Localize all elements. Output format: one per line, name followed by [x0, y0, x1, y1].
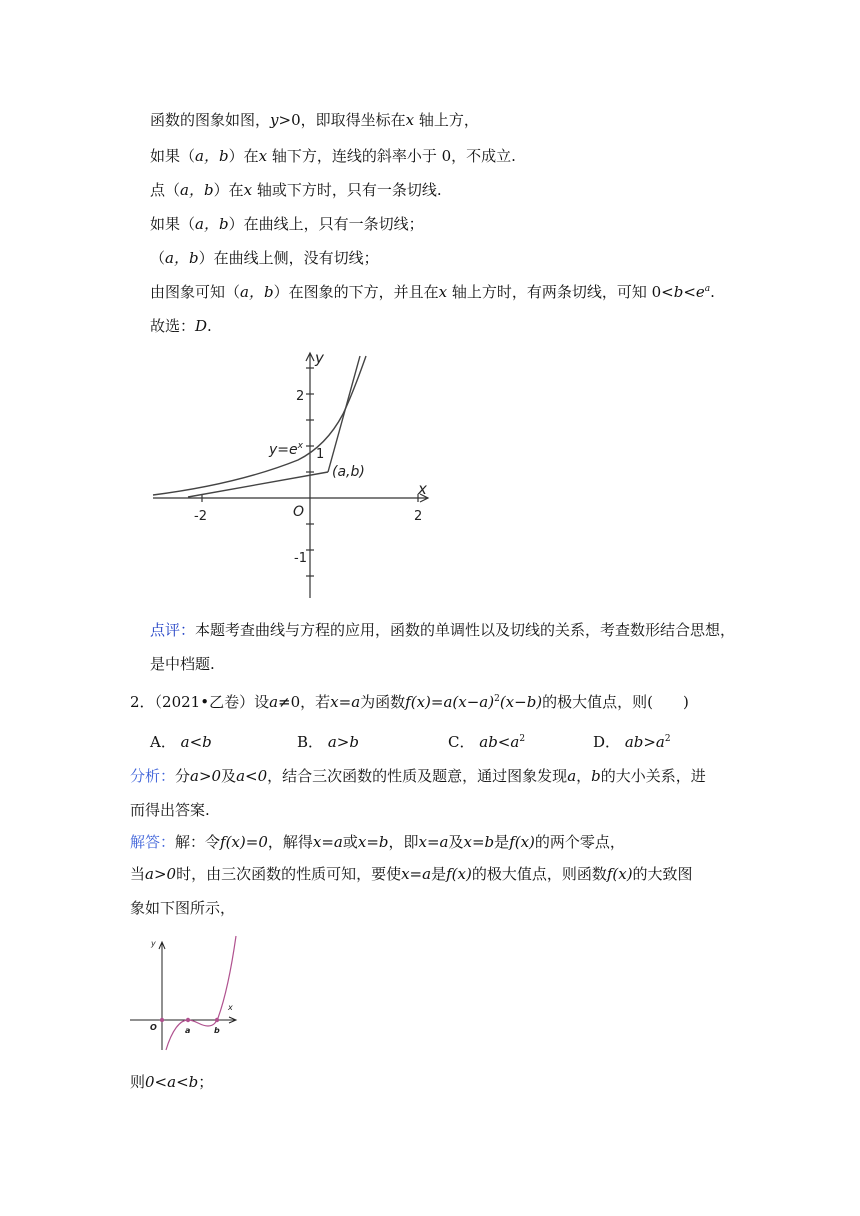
tangent-line-2	[328, 356, 360, 472]
y-tick-label-1: 1	[316, 447, 325, 462]
review-line-1: 点评：本题考查曲线与方程的应用，函数的单调性以及切线的关系，考查数形结合思想，	[150, 621, 736, 639]
text-line-3: 点（a，b）在x 轴或下方时，只有一条切线.	[150, 181, 442, 199]
text-line-4: 如果（a，b）在曲线上，只有一条切线；	[150, 215, 424, 233]
point-label: (a,b)	[332, 464, 365, 480]
text-line-5: （a，b）在曲线上侧，没有切线；	[150, 249, 379, 267]
origin-label: O	[150, 1023, 157, 1032]
x-axis-label: x	[228, 1003, 233, 1012]
solution-tag: 解答：	[130, 833, 176, 851]
y-tick-label-2: 2	[296, 389, 305, 404]
review-tag: 点评：	[150, 621, 196, 639]
solution-line-1: 解答：解：令f(x)=0，解得x=a或x=b，即x=a及x=b是f(x)的两个零点，	[130, 833, 625, 851]
b-label: b	[214, 1026, 220, 1035]
curve-label: $y=e^x$	[269, 441, 303, 458]
question-2-stem: 2．（2021•乙卷）设a≠0，若x=a为函数$f(x)=a(x-a)^2(x-b)$的极大值点，则( )	[130, 693, 689, 711]
solution-line-4: 则0<a<b；	[130, 1073, 214, 1091]
x-tick-label-2: 2	[414, 509, 423, 524]
text-line-1: 函数的图象如图，y>0，即取得坐标在x 轴上方，	[150, 111, 479, 129]
option-b: B． a>b	[297, 733, 359, 751]
solution-line-3: 象如下图所示，	[130, 899, 236, 917]
review-line-2: 是中档题.	[150, 655, 215, 673]
a-label: a	[185, 1026, 191, 1035]
option-c: C． $ab<a^2$	[448, 733, 526, 751]
origin-dot	[160, 1018, 164, 1022]
cubic-graph	[128, 934, 240, 1052]
y-axis-label: y	[315, 349, 324, 367]
cubic-curve	[166, 936, 236, 1050]
exp-tangent-graph	[148, 348, 438, 600]
x-tick-label-neg2: -2	[194, 509, 207, 524]
option-d: D． $ab>a^2$	[593, 733, 671, 751]
point-a-dot	[186, 1018, 190, 1022]
x-axis-label: x	[418, 480, 427, 498]
text-line-6: 由图象可知（a，b）在图象的下方，并且在x 轴上方时，有两条切线，可知 $0<b<e^a$.	[150, 283, 715, 301]
option-a: A． a<b	[150, 733, 212, 751]
origin-label: O	[293, 504, 305, 520]
point-b-dot	[215, 1018, 219, 1022]
text-line-2: 如果（a，b）在x 轴下方，连线的斜率小于 0，不成立.	[150, 147, 516, 165]
analysis-line-1: 分析：分a>0及a<0，结合三次函数的性质及题意，通过图象发现a，b的大小关系，进	[130, 767, 706, 785]
tangent-line-1	[188, 472, 328, 497]
analysis-tag: 分析：	[130, 767, 176, 785]
y-axis-label: y	[151, 939, 156, 948]
y-tick-label-neg1: -1	[294, 551, 307, 566]
text-line-7: 故选：D.	[150, 317, 212, 335]
solution-line-2: 当a>0时，由三次函数的性质可知，要使x=a是f(x)的极大值点，则函数f(x)的大致图	[130, 865, 693, 883]
analysis-line-2: 而得出答案.	[130, 801, 210, 819]
